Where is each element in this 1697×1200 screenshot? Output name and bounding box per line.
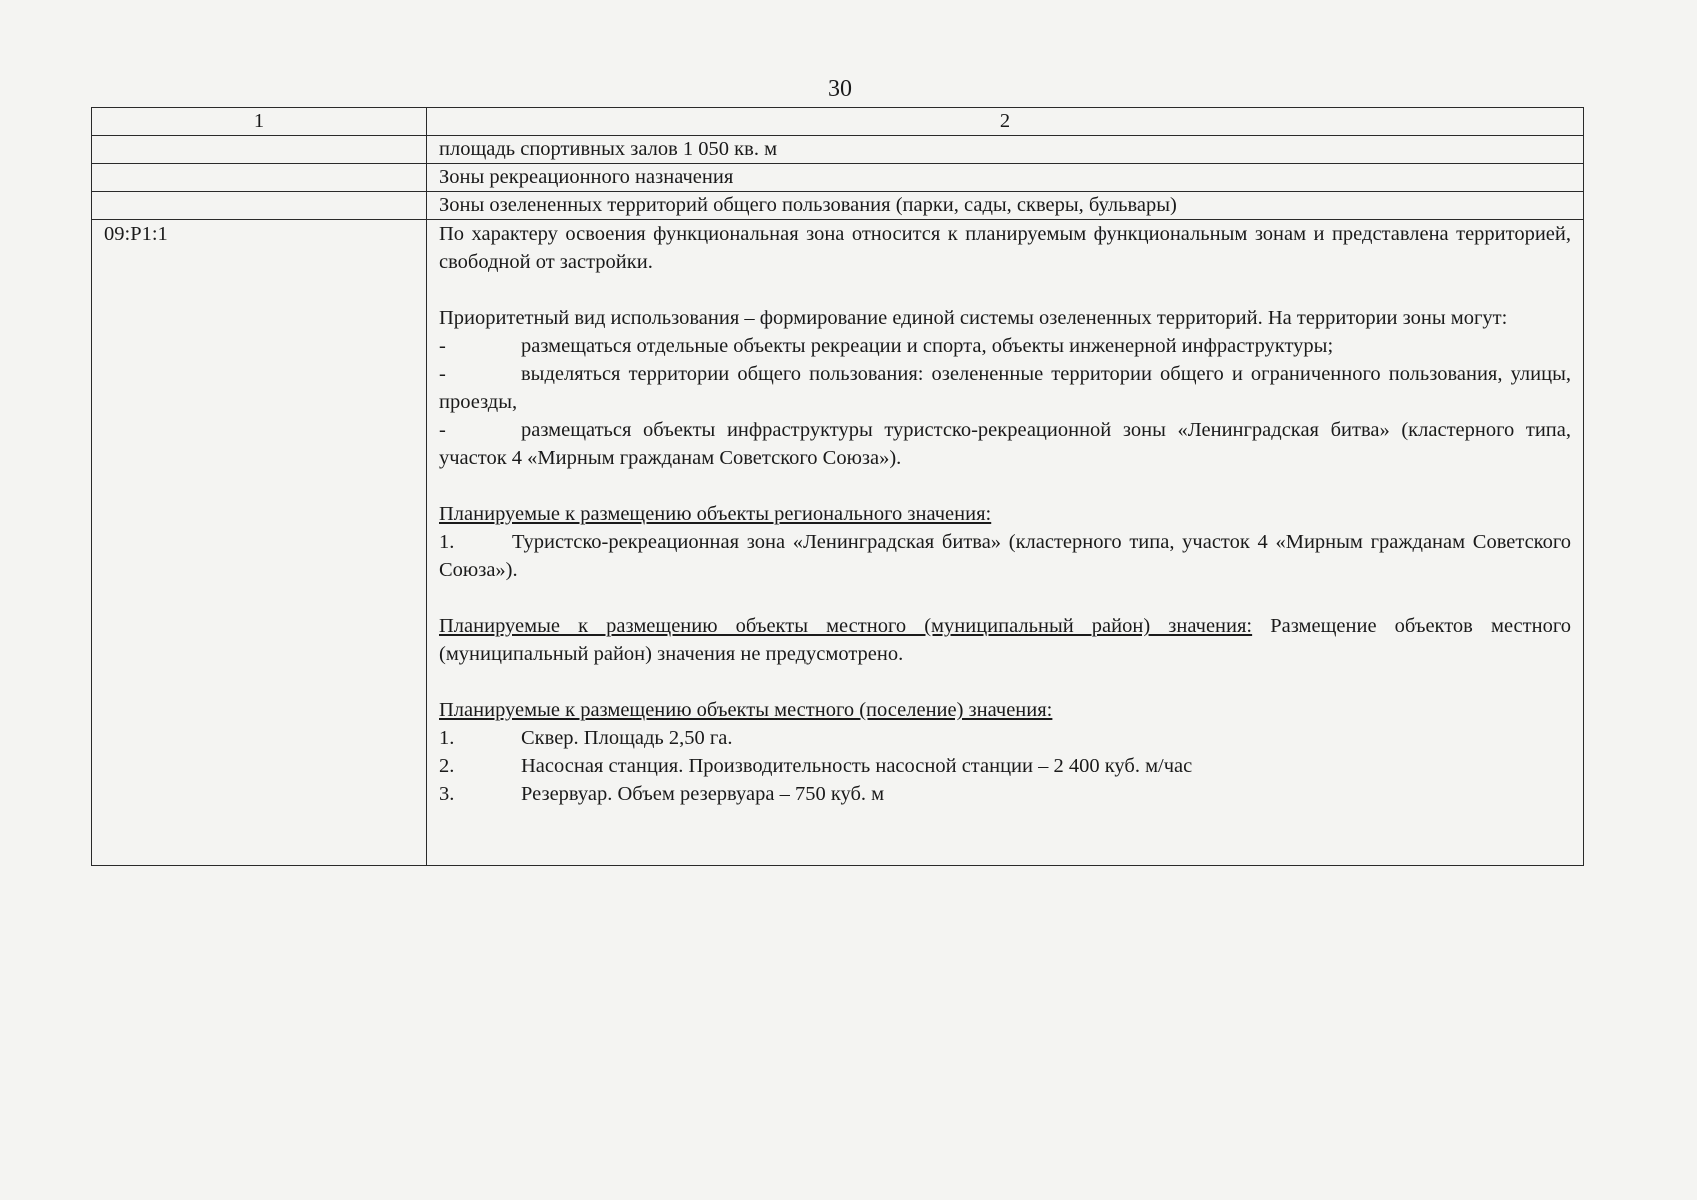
number-marker: 2. bbox=[439, 755, 455, 777]
list-item-text: Резервуар. Объем резервуара – 750 куб. м bbox=[521, 783, 885, 805]
list-item bbox=[439, 752, 1571, 780]
list-item-text: Насосная станция. Производительность насосной станции – 2 400 куб. м/час bbox=[521, 755, 1193, 777]
table-cell-code bbox=[92, 136, 427, 164]
table-cell-text: Зоны рекреационного назначения bbox=[427, 164, 1584, 192]
municipal-heading: Планируемые к размещению объекты местного (муниципальный район) значения: bbox=[439, 615, 1253, 637]
priority-paragraph: Приоритетный вид использования – формирование единой системы озелененных территорий. На территории зоны могут: bbox=[439, 307, 1508, 329]
list-item-text: размещаться объекты инфраструктуры туристско-рекреационной зоны «Ленинградская битва» (кластерного типа, участок 4 «Мирным гражданам Советского Союза»). bbox=[439, 419, 1571, 469]
zone-code: 09:Р1:1 bbox=[92, 220, 427, 866]
table-row bbox=[92, 192, 1584, 220]
table-cell-text: площадь спортивных залов 1 050 кв. м bbox=[427, 136, 1584, 164]
bullet-marker: - bbox=[439, 363, 446, 385]
list-item-text: выделяться территории общего пользования: озелененные территории общего и ограниченного пользования, улицы, проезды, bbox=[439, 363, 1571, 413]
table-row bbox=[92, 136, 1584, 164]
list-item bbox=[439, 416, 1571, 472]
list-item bbox=[439, 780, 1571, 808]
table-cell-text: Зоны озелененных территорий общего пользования (парки, сады, скверы, бульвары) bbox=[427, 192, 1584, 220]
number-marker: 3. bbox=[439, 783, 455, 805]
number-marker: 1. bbox=[439, 531, 455, 553]
page-number: 30 bbox=[828, 76, 852, 102]
regional-heading: Планируемые к размещению объекты регионального значения: bbox=[439, 503, 992, 525]
table-row-main bbox=[92, 220, 1584, 866]
bullet-marker: - bbox=[439, 335, 446, 357]
intro-paragraph: По характеру освоения функциональная зона относится к планируемым функциональным зонам и представлена территорией, свободной от застройки. bbox=[439, 223, 1571, 273]
table-cell-code bbox=[92, 164, 427, 192]
list-item bbox=[439, 528, 1571, 584]
table-row bbox=[92, 164, 1584, 192]
list-item bbox=[439, 332, 1571, 360]
list-item-text: Туристско-рекреационная зона «Ленинградская битва» (кластерного типа, участок 4 «Мирным гражданам Советского Союза»). bbox=[439, 531, 1571, 581]
column-header-2: 2 bbox=[427, 108, 1584, 136]
municipal-text: Размещение объектов местного (муниципальный район) значения не предусмотрено. bbox=[439, 615, 1571, 665]
table-header-row bbox=[92, 108, 1584, 136]
municipal-paragraph bbox=[439, 612, 1571, 668]
list-item bbox=[439, 724, 1571, 752]
list-item bbox=[439, 360, 1571, 416]
table-cell-code bbox=[92, 192, 427, 220]
zone-description bbox=[427, 220, 1584, 866]
settlement-heading: Планируемые к размещению объекты местного (поселение) значения: bbox=[439, 699, 1053, 721]
list-item-text: размещаться отдельные объекты рекреации и спорта, объекты инженерной инфраструктуры; bbox=[521, 335, 1334, 357]
bullet-marker: - bbox=[439, 419, 446, 441]
list-item-text: Сквер. Площадь 2,50 га. bbox=[521, 727, 733, 749]
number-marker: 1. bbox=[439, 727, 455, 749]
zone-table bbox=[91, 107, 1584, 866]
column-header-1: 1 bbox=[92, 108, 427, 136]
